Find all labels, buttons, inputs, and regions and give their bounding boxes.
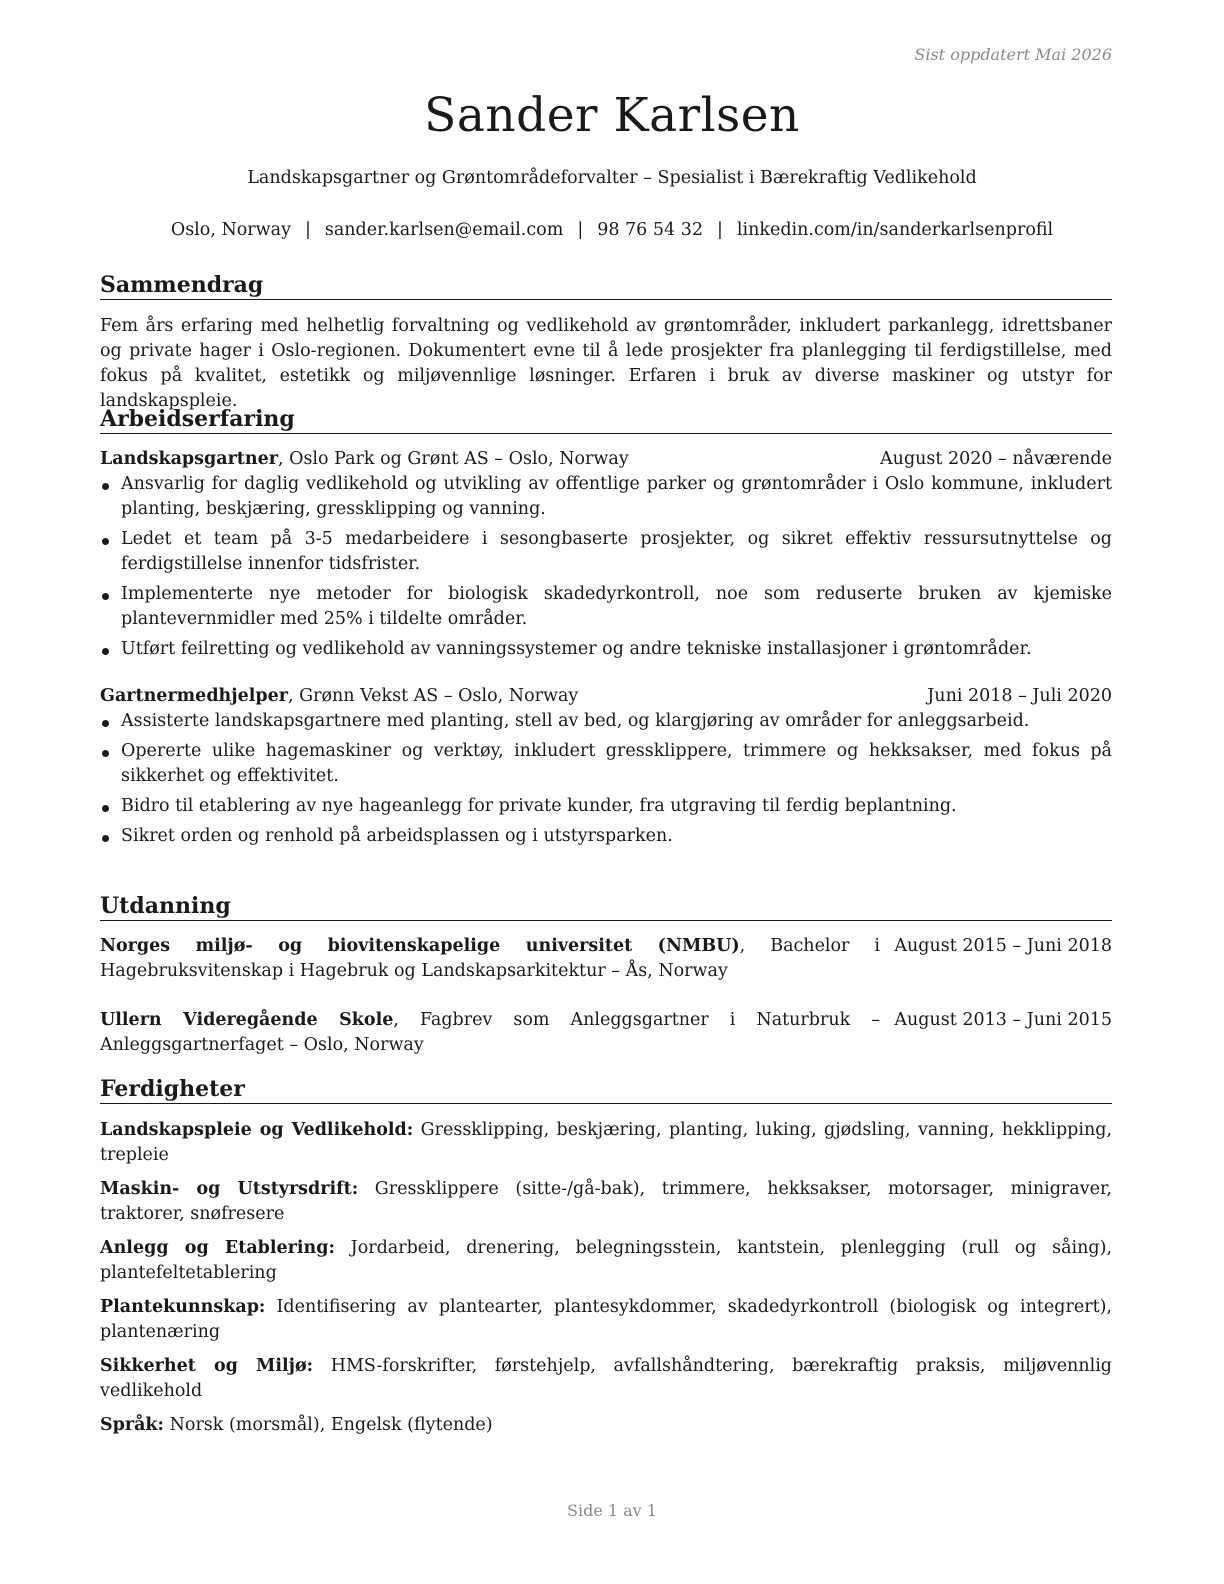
contact-separator: | — [577, 220, 584, 240]
skill-label: Sikkerhet og Miljø: — [100, 1356, 314, 1376]
skill-label: Anlegg og Etablering: — [100, 1238, 335, 1258]
job-entry — [100, 447, 1112, 662]
summary-section — [100, 271, 1112, 414]
skill-row — [100, 1236, 1112, 1286]
job-header — [100, 447, 1112, 472]
contact-separator: | — [304, 220, 311, 240]
bullet-item — [100, 739, 1112, 789]
bullet-icon — [102, 593, 109, 600]
bullet-item — [100, 527, 1112, 577]
job-bullets — [100, 472, 1112, 662]
contact-line — [0, 220, 1224, 240]
bullet-text: Ledet et team på 3-5 medarbeidere i sesongbaserte prosjekter, og sikret effektiv ressursutnyttelse og ferdigstillelse innenfor tidsfrister. — [121, 529, 1112, 574]
bullet-text: Bidro til etablering av nye hageanlegg for private kunder, fra utgraving til ferdig beplantning. — [121, 796, 957, 816]
skill-value: Identifisering av plantearter, plantesykdommer, skadedyrkontroll (biologisk og integrert), plantenæring — [100, 1297, 1112, 1342]
summary-text: Fem års erfaring med helhetlig forvaltning og vedlikehold av grøntområder, inkludert parkanlegg, idrettsbaner og private hager i Oslo-regionen. Dokumentert evne til å lede prosjekter fra planlegging til ferdigstillelse, med fokus på kvalitet, estetikk og miljøvennlige løsninger. Erfaren i bruk av diverse maskiner og utstyr for landskapspleie. — [100, 316, 1112, 411]
skill-label: Plantekunnskap: — [100, 1297, 266, 1317]
skill-label: Maskin- og Utstyrsdrift: — [100, 1179, 359, 1199]
bullet-icon — [102, 835, 109, 842]
education-entry — [100, 1008, 1112, 1058]
education-details: , Bachelor i Hagebruksvitenskap i Hagebruk og Landskapsarkitektur – Ås, Norway — [100, 936, 880, 981]
job-company: , Oslo Park og Grønt AS – Oslo, Norway — [277, 449, 629, 469]
skill-value: HMS-forskrifter, førstehjelp, avfallshåndtering, bærekraftig praksis, miljøvennlig vedlikehold — [100, 1356, 1112, 1401]
education-school: Norges miljø- og biovitenskapelige universitet (NMBU) — [100, 936, 740, 956]
job-bullets — [100, 709, 1112, 849]
last-updated: Sist oppdatert Mai 2026 — [914, 45, 1112, 64]
contact-phone: 98 76 54 32 — [597, 220, 703, 240]
job-company: , Grønn Vekst AS – Oslo, Norway — [287, 686, 579, 706]
bullet-icon — [102, 483, 109, 490]
bullet-text: Ansvarlig for daglig vedlikehold og utvikling av offentlige parker og grøntområder i Oslo kommune, inkludert planting, beskjæring, gressklipping og vanning. — [121, 474, 1112, 519]
skills-section — [100, 1075, 1112, 1447]
bullet-item — [100, 709, 1112, 734]
bullet-icon — [102, 720, 109, 727]
skill-row — [100, 1354, 1112, 1404]
bullet-item — [100, 637, 1112, 662]
skill-row — [100, 1295, 1112, 1345]
bullet-icon — [102, 805, 109, 812]
bullet-text: Opererte ulike hagemaskiner og verktøy, inkludert gressklippere, trimmere og hekksakser, med fokus på sikkerhet og effektivitet. — [121, 741, 1112, 786]
education-section — [100, 892, 1112, 1058]
job-header — [100, 684, 1112, 709]
skill-row — [100, 1413, 1112, 1438]
bullet-icon — [102, 648, 109, 655]
education-dates: August 2015 – Juni 2018 — [894, 936, 1112, 956]
skill-value: Norsk (morsmål), Engelsk (flytende) — [164, 1415, 493, 1435]
skill-row — [100, 1177, 1112, 1227]
job-entry — [100, 684, 1112, 849]
education-details: , Fagbrev som Anleggsgartner i Naturbruk – Anleggsgartnerfaget – Oslo, Norway — [100, 1010, 881, 1055]
skill-row — [100, 1118, 1112, 1168]
bullet-icon — [102, 750, 109, 757]
experience-section — [100, 405, 1112, 854]
contact-location: Oslo, Norway — [170, 220, 291, 240]
skill-value: Gressklippere (sitte-/gå-bak), trimmere, hekksakser, motorsager, minigraver, traktorer, snøfresere — [100, 1179, 1112, 1224]
section-title-education: Utdanning — [100, 892, 1112, 921]
education-school: Ullern Videregående Skole — [100, 1010, 394, 1030]
contact-separator: | — [716, 220, 723, 240]
candidate-name: Sander Karlsen — [424, 88, 800, 143]
section-title-experience: Arbeidserfaring — [100, 405, 1112, 434]
contact-linkedin-link[interactable]: linkedin.com/in/sanderkarlsenprofil — [736, 220, 1054, 240]
bullet-text: Utført feilretting og vedlikehold av vanningssystemer og andre tekniske installasjoner i grøntområder. — [121, 639, 1032, 659]
skill-value: Jordarbeid, drenering, belegningsstein, kantstein, plenlegging (rull og såing), plantefeltetablering — [100, 1238, 1113, 1283]
job-dates: August 2020 – nåværende — [880, 449, 1112, 469]
bullet-icon — [102, 538, 109, 545]
education-dates: August 2013 – Juni 2015 — [894, 1010, 1112, 1030]
skill-label: Språk: — [100, 1415, 165, 1435]
contact-email-link[interactable]: sander.karlsen@email.com — [324, 220, 564, 240]
bullet-item — [100, 472, 1112, 522]
education-entry — [100, 934, 1112, 984]
skill-value: Gressklipping, beskjæring, planting, luking, gjødsling, vanning, hekklipping, trepleie — [100, 1120, 1112, 1165]
job-role: Landskapsgartner — [100, 449, 278, 469]
skill-label: Landskapspleie og Vedlikehold: — [100, 1120, 414, 1140]
bullet-text: Implementerte nye metoder for biologisk skadedyrkontroll, noe som reduserte bruken av kjemiske plantevernmidler med 25% i tildelte områder. — [121, 584, 1112, 629]
bullet-item — [100, 794, 1112, 819]
bullet-item — [100, 824, 1112, 849]
page-number: Side 1 av 1 — [567, 1501, 657, 1520]
job-role: Gartnermedhjelper — [100, 686, 288, 706]
bullet-item — [100, 582, 1112, 632]
section-title-skills: Ferdigheter — [100, 1075, 1112, 1104]
bullet-text: Assisterte landskapsgartnere med planting, stell av bed, og klargjøring av områder for anleggsarbeid. — [121, 711, 1030, 731]
section-title-summary: Sammendrag — [100, 271, 1112, 300]
bullet-text: Sikret orden og renhold på arbeidsplassen og i utstyrsparken. — [121, 826, 673, 846]
job-dates: Juni 2018 – Juli 2020 — [927, 686, 1112, 706]
candidate-subtitle: Landskapsgartner og Grøntområdeforvalter – Spesialist i Bærekraftig Vedlikehold — [247, 168, 977, 188]
